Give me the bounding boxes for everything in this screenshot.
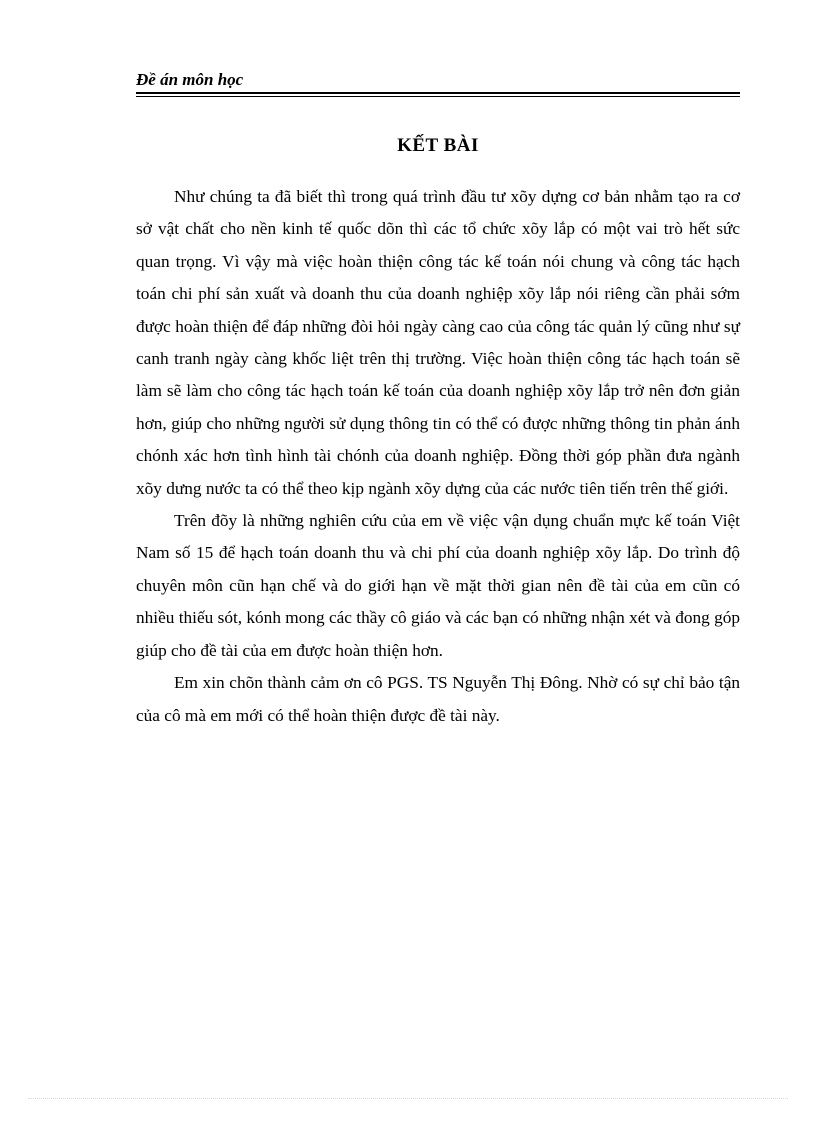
paragraph-3: Em xin chõn thành cảm ơn cô PGS. TS Nguyễn Thị Đông. Nhờ có sự chỉ bảo tận của cô mà em mới có thể hoàn thiện được đề tài này. [136, 673, 740, 725]
section-heading: KẾT BÀI [397, 135, 479, 156]
paragraph-1: Như chúng ta đã biết thì trong quá trình đầu tư xõy dựng cơ bản nhằm tạo ra cơ sở vật chất cho nền kinh tế quốc dõn thì các tổ chức xõy lắp có một vai trò hết sức quan trọng. Vì vậy mà việc hoàn thiện công tác kế toán nói chung và công tác hạch toán chi phí sản xuất và doanh thu của doanh nghiệp xõy lắp nói riêng cần phải sớm được hoàn thiện để đáp những đòi hỏi ngày càng cao của công tác quản lý cũng như sự canh tranh ngày càng khốc liệt trên thị trường. Việc hoàn thiện công tác hạch toán sẽ làm sẽ làm cho công tác hạch toán kế toán của doanh nghiệp xõy lắp trở nên đơn giản hơn, giúp cho những người sử dụng thông tin có thể có được những thông tin phản ánh chónh xác hơn tình hình tài chónh của doanh nghiệp. Đồng thời góp phần đưa ngành xõy dưng nước ta có thể theo kịp ngành xõy dựng của các nước tiên tiến trên thế giới. [136, 187, 740, 498]
paragraph-2: Trên đõy là những nghiên cứu của em về việc vận dụng chuẩn mực kế toán Việt Nam số 15 để hạch toán doanh thu và chi phí của doanh nghiệp xõy lắp. Do trình độ chuyên môn cũn hạn chế và do giới hạn về mặt thời gian nên đề tài của em cũn có nhiều thiếu sót, kónh mong các thầy cô giáo và các bạn có những nhận xét và đong góp giúp cho đề tài của em được hoàn thiện hơn. [136, 511, 740, 660]
page-header [136, 68, 740, 92]
page-bottom-divider [28, 1098, 788, 1099]
header-rule [136, 92, 740, 94]
header-title: Đề án môn học [136, 70, 244, 89]
header-rule-thin [136, 96, 740, 97]
document-body [136, 181, 740, 732]
